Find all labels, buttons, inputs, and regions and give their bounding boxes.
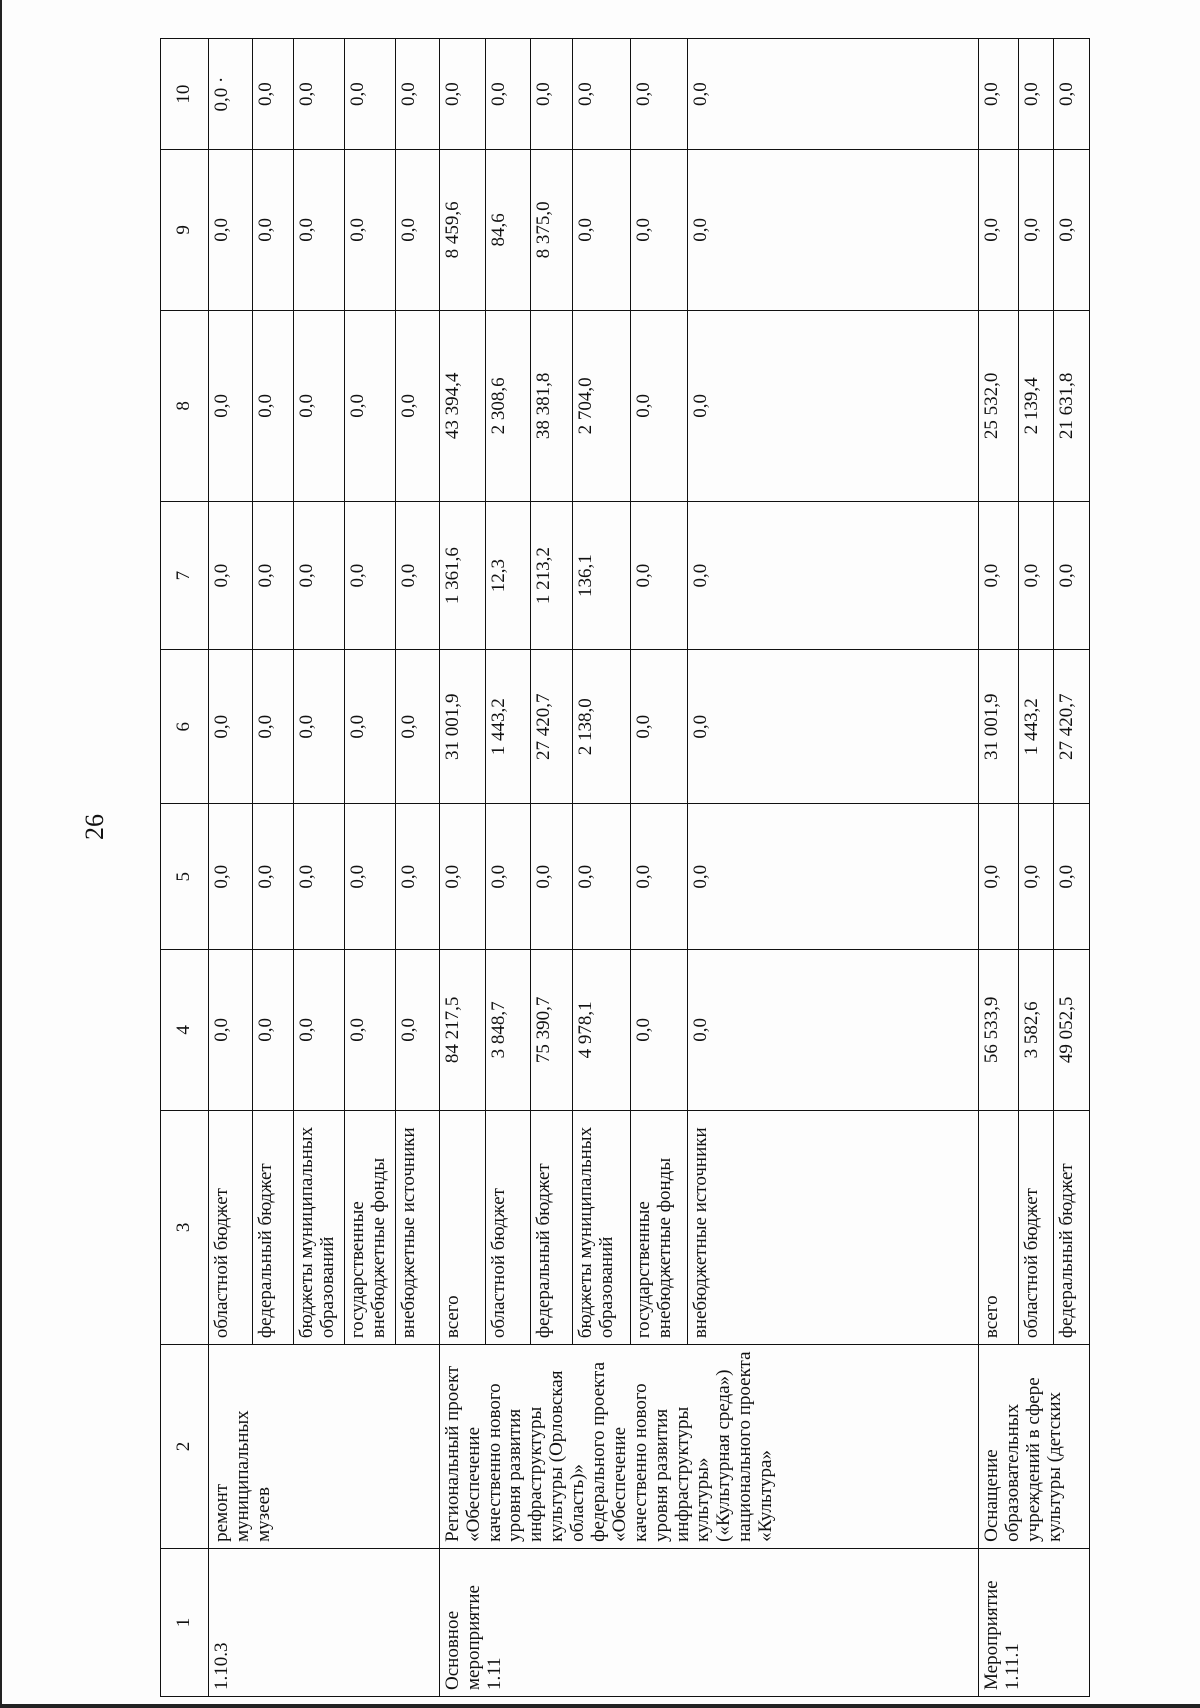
source-cell: всего — [979, 1110, 1019, 1345]
value-cell: 136,1 — [573, 502, 631, 650]
page-number: 26 — [80, 814, 109, 840]
value-cell: 0,0 — [396, 650, 440, 804]
value-cell: 0,0 — [345, 150, 396, 310]
value-cell: 0,0 — [396, 804, 440, 950]
value-cell: 0,0 — [396, 310, 440, 501]
value-cell: 75 390,7 — [531, 950, 573, 1110]
value-cell: 0,0 — [1019, 150, 1054, 310]
value-cell: 0,0 — [294, 804, 345, 950]
header-cell: 8 — [161, 310, 209, 501]
value-cell: 2 308,6 — [485, 310, 531, 501]
table-row — [979, 39, 1019, 1697]
source-cell: государственные внебюджетные фонды — [345, 1110, 396, 1345]
value-cell: 0,0 — [345, 650, 396, 804]
value-cell: 0,0 — [687, 39, 979, 150]
value-cell: 0,0 — [687, 502, 979, 650]
item-name-cell: Региональный проект «Обеспечение качественно нового уровня развития инфраструктуры культуры (Орловская область)» федерального проекта «Обеспечение качественно нового уровня развития инфраструктуры культуры» («Культурная среда») национального проекта «Культура» — [439, 1345, 979, 1549]
item-name-cell: Оснащение образовательных учреждений в сфере культуры (детских — [979, 1345, 1090, 1549]
value-cell: 27 420,7 — [531, 650, 573, 804]
value-cell: 0,0 — [1019, 502, 1054, 650]
item-name-cell: ремонт муниципальных музеев — [208, 1345, 439, 1549]
value-cell: 84 217,5 — [439, 950, 485, 1110]
value-cell: 1 213,2 — [531, 502, 573, 650]
header-cell: 3 — [161, 1110, 209, 1345]
source-cell: бюджеты муниципальных образований — [294, 1110, 345, 1345]
value-cell: 2 138,0 — [573, 650, 631, 804]
value-cell: 0,0 — [396, 39, 440, 150]
value-cell: 0,0 — [687, 150, 979, 310]
value-cell: 21 631,8 — [1054, 310, 1090, 501]
value-cell: 0,0 — [294, 650, 345, 804]
value-cell: 31 001,9 — [439, 650, 485, 804]
value-cell: 0,0 — [439, 39, 485, 150]
value-cell: 0,0 — [208, 502, 252, 650]
value-cell: 0,0 — [294, 310, 345, 501]
value-cell: 0,0 — [1054, 502, 1090, 650]
value-cell: 0,0 — [631, 39, 687, 150]
value-cell: 0,0 — [1019, 39, 1054, 150]
value-cell: 4 978,1 — [573, 950, 631, 1110]
value-cell: 0,0 — [979, 502, 1019, 650]
header-cell: 6 — [161, 650, 209, 804]
value-cell: 0,0 — [687, 650, 979, 804]
source-cell: бюджеты муниципальных образований — [573, 1110, 631, 1345]
value-cell: 0,0 — [208, 950, 252, 1110]
value-cell: 0,0 — [252, 650, 294, 804]
value-cell: 0,0 — [573, 39, 631, 150]
table-row — [208, 39, 252, 1697]
value-cell: 0,0 — [687, 950, 979, 1110]
value-cell: 0,0 — [208, 150, 252, 310]
value-cell: 0,0 — [396, 950, 440, 1110]
value-cell: 0,0 — [631, 804, 687, 950]
value-cell: 0,0 — [485, 804, 531, 950]
value-cell: 0,0 — [573, 804, 631, 950]
value-cell: 12,3 — [485, 502, 531, 650]
value-cell: 0,0 — [345, 502, 396, 650]
value-cell: 0,0 — [294, 950, 345, 1110]
value-cell: 0,0 — [396, 150, 440, 310]
value-cell: 0,0 — [531, 804, 573, 950]
value-cell: 0,0 — [208, 804, 252, 950]
value-cell: 0,0 — [631, 650, 687, 804]
value-cell: 0,0 — [979, 804, 1019, 950]
source-cell: внебюджетные источники — [396, 1110, 440, 1345]
header-cell: 9 — [161, 150, 209, 310]
value-cell: 0,0 — [573, 150, 631, 310]
value-cell: 0,0 — [252, 502, 294, 650]
item-code-cell: Мероприятие 1.11.1 — [979, 1548, 1090, 1696]
value-cell: 0,0 — [252, 804, 294, 950]
value-cell: 38 381,8 — [531, 310, 573, 501]
value-cell: 0,0 — [208, 310, 252, 501]
value-cell: 0,0 — [631, 502, 687, 650]
value-cell: 0,0 — [294, 39, 345, 150]
table-row — [439, 39, 485, 1697]
header-cell: 10 — [161, 39, 209, 150]
value-cell: 2 139,4 — [1019, 310, 1054, 501]
source-cell: внебюджетные источники — [687, 1110, 979, 1345]
value-cell: 56 533,9 — [979, 950, 1019, 1110]
value-cell: 0,0 — [631, 310, 687, 501]
value-cell: 0,0 · — [208, 39, 252, 150]
value-cell: 1 443,2 — [1019, 650, 1054, 804]
source-cell: всего — [439, 1110, 485, 1345]
item-code-cell: 1.10.3 — [208, 1548, 439, 1696]
header-cell: 7 — [161, 502, 209, 650]
header-cell: 4 — [161, 950, 209, 1110]
value-cell: 1 443,2 — [485, 650, 531, 804]
rotated-table-wrapper — [160, 38, 1090, 1697]
header-cell: 5 — [161, 804, 209, 950]
value-cell: 31 001,9 — [979, 650, 1019, 804]
scan-edge-bottom — [0, 1704, 1200, 1708]
value-cell: 0,0 — [294, 150, 345, 310]
value-cell: 27 420,7 — [1054, 650, 1090, 804]
header-cell: 2 — [161, 1345, 209, 1549]
value-cell: 0,0 — [979, 39, 1019, 150]
value-cell: 1 361,6 — [439, 502, 485, 650]
source-cell: областной бюджет — [1019, 1110, 1054, 1345]
value-cell: 0,0 — [687, 804, 979, 950]
source-cell: федеральный бюджет — [252, 1110, 294, 1345]
value-cell: 0,0 — [396, 502, 440, 650]
value-cell: 0,0 — [631, 150, 687, 310]
value-cell: 0,0 — [1054, 804, 1090, 950]
value-cell: 0,0 — [979, 150, 1019, 310]
source-cell: федеральный бюджет — [531, 1110, 573, 1345]
value-cell: 0,0 — [1054, 150, 1090, 310]
value-cell: 0,0 — [208, 650, 252, 804]
value-cell: 0,0 — [687, 310, 979, 501]
value-cell: 0,0 — [1019, 804, 1054, 950]
value-cell: 0,0 — [439, 804, 485, 950]
value-cell: 25 532,0 — [979, 310, 1019, 501]
value-cell: 43 394,4 — [439, 310, 485, 501]
value-cell: 3 582,6 — [1019, 950, 1054, 1110]
value-cell: 8 375,0 — [531, 150, 573, 310]
value-cell: 0,0 — [252, 950, 294, 1110]
value-cell: 0,0 — [345, 804, 396, 950]
value-cell: 0,0 — [252, 39, 294, 150]
value-cell: 0,0 — [345, 39, 396, 150]
scan-edge-left — [0, 0, 2, 1708]
source-cell: областной бюджет — [485, 1110, 531, 1345]
value-cell: 84,6 — [485, 150, 531, 310]
value-cell: 2 704,0 — [573, 310, 631, 501]
value-cell: 0,0 — [252, 150, 294, 310]
value-cell: 0,0 — [294, 502, 345, 650]
value-cell: 3 848,7 — [485, 950, 531, 1110]
value-cell: 0,0 — [631, 950, 687, 1110]
item-code-cell: Основное мероприятие 1.11 — [439, 1548, 979, 1696]
value-cell: 0,0 — [485, 39, 531, 150]
value-cell: 0,0 — [531, 39, 573, 150]
header-cell: 1 — [161, 1548, 209, 1696]
budget-table — [160, 38, 1090, 1697]
source-cell: федеральный бюджет — [1054, 1110, 1090, 1345]
value-cell: 0,0 — [345, 950, 396, 1110]
header-row — [161, 39, 209, 1697]
value-cell: 8 459,6 — [439, 150, 485, 310]
source-cell: областной бюджет — [208, 1110, 252, 1345]
value-cell: 0,0 — [345, 310, 396, 501]
value-cell: 0,0 — [252, 310, 294, 501]
source-cell: государственные внебюджетные фонды — [631, 1110, 687, 1345]
value-cell: 49 052,5 — [1054, 950, 1090, 1110]
value-cell: 0,0 — [1054, 39, 1090, 150]
